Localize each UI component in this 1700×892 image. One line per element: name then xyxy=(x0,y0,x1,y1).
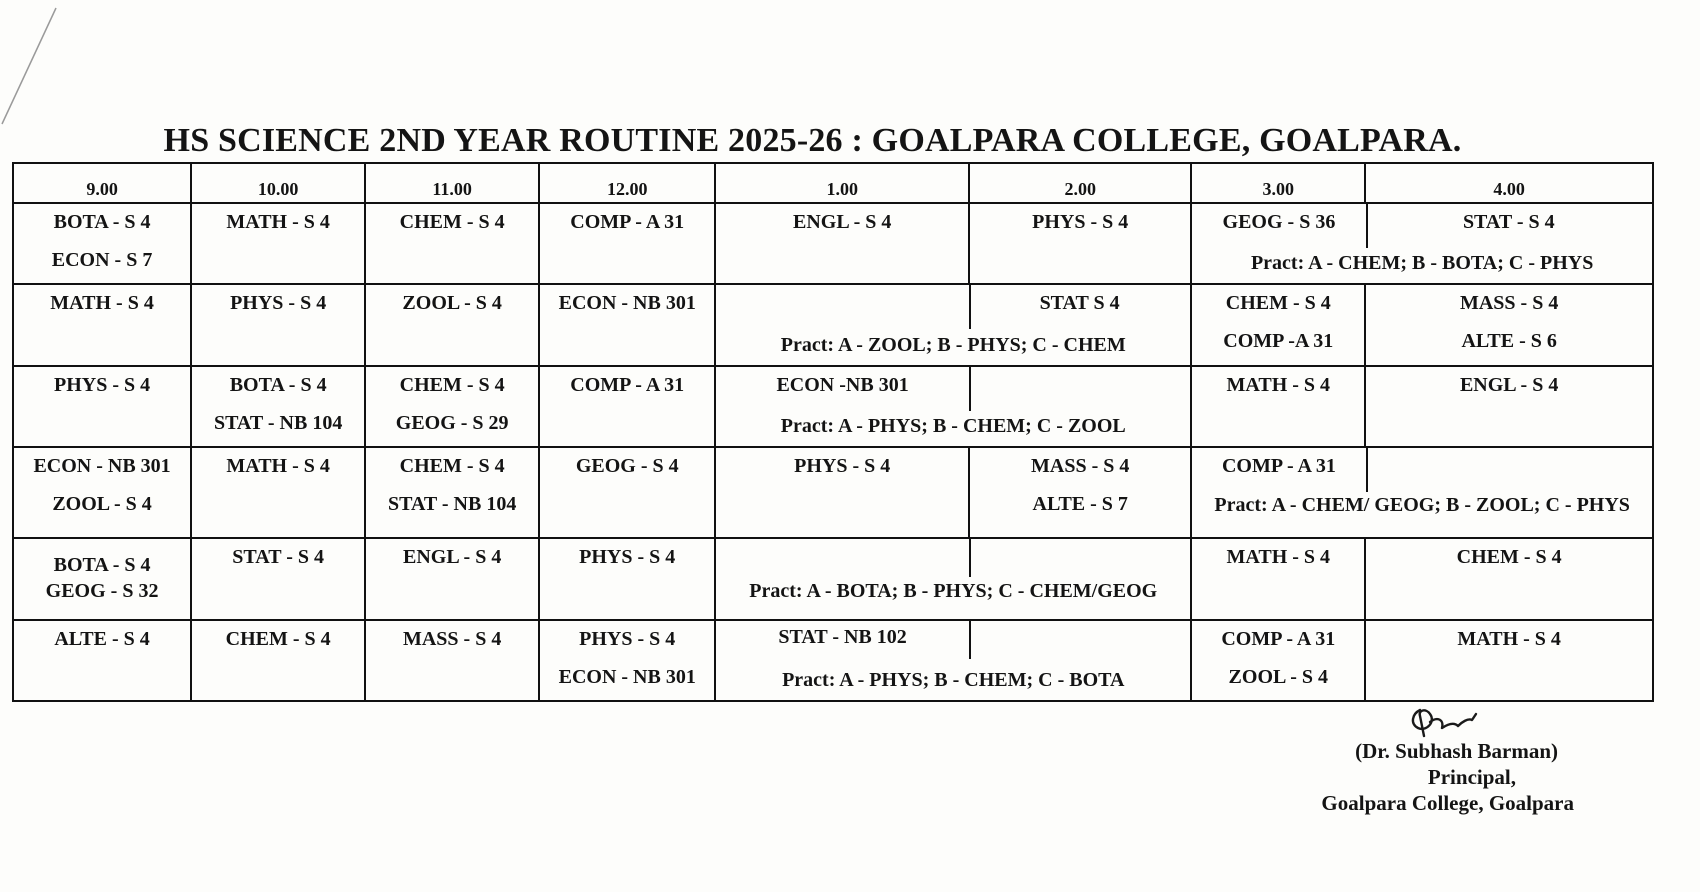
cell-divider xyxy=(969,367,972,411)
cell-300 xyxy=(1191,620,1365,701)
cell-1000 xyxy=(191,203,365,284)
class-entry: STAT - NB 104 xyxy=(387,493,517,516)
class-entry: CHEM - S 4 xyxy=(399,455,505,478)
cell-300 xyxy=(1191,284,1365,365)
cell-divider xyxy=(1366,204,1369,248)
cell-400 xyxy=(1365,620,1653,701)
time-slot-200: 2.00 xyxy=(969,163,1191,203)
cell-1100 xyxy=(365,447,539,538)
cell-200 xyxy=(969,447,1191,538)
cell-1100 xyxy=(365,538,539,619)
class-entry: ECON - NB 301 xyxy=(558,292,696,315)
class-entry: MASS - S 4 xyxy=(1459,292,1559,315)
cell-1100 xyxy=(365,620,539,701)
class-entry: MASS - S 4 xyxy=(402,627,502,650)
signatory-block xyxy=(1270,738,1660,816)
table-row xyxy=(13,447,1653,538)
practical-entry: Pract: A - ZOOL; B - PHYS; C - CHEM xyxy=(780,333,1126,356)
routine-table xyxy=(12,162,1654,702)
class-entry: ECON - S 7 xyxy=(51,249,153,271)
class-entry: BOTA - S 4 xyxy=(229,373,327,396)
time-slot-1000: 10.00 xyxy=(191,163,365,203)
cell-900 xyxy=(13,538,191,619)
class-entry: COMP - A 31 xyxy=(570,373,685,396)
cell-divider xyxy=(969,285,972,329)
cell-1200 xyxy=(539,203,715,284)
class-entry: CHEM - S 4 xyxy=(1225,292,1331,315)
cell-100 xyxy=(715,203,969,284)
practical-entry: Pract: A - PHYS; B - CHEM; C - BOTA xyxy=(782,669,1125,691)
practical-entry: Pract: A - CHEM/ GEOG; B - ZOOL; C - PHYS xyxy=(1214,494,1630,517)
signatory-role: Principal, xyxy=(1427,765,1516,789)
class-entry: COMP - A 31 xyxy=(1221,627,1336,650)
practical-entry: Pract: A - CHEM; B - BOTA; C - PHYS xyxy=(1250,252,1594,275)
cell-900 xyxy=(13,447,191,538)
class-entry: ECON - NB 301 xyxy=(558,665,696,688)
class-entry: CHEM - S 4 xyxy=(399,373,505,396)
cell-300-400-practical xyxy=(1191,203,1653,284)
class-entry: PHYS - S 4 xyxy=(794,455,891,478)
time-slot-400: 4.00 xyxy=(1365,163,1653,203)
class-entry: ENGL - S 4 xyxy=(402,546,502,569)
class-entry: ENGL - S 4 xyxy=(793,211,892,233)
cell-divider xyxy=(969,539,972,577)
document-title: HS SCIENCE 2ND YEAR ROUTINE 2025-26 : GOALPARA COLLEGE, GOALPARA. xyxy=(163,122,1462,159)
class-entry: COMP - A 31 xyxy=(570,211,685,233)
cell-1200 xyxy=(539,366,715,447)
time-slot-1200: 12.00 xyxy=(539,163,715,203)
cell-divider xyxy=(969,621,972,659)
class-entry: MATH - S 4 xyxy=(1226,373,1331,396)
class-entry: GEOG - S 29 xyxy=(395,411,509,434)
cell-300-400-practical xyxy=(1191,447,1653,538)
class-entry: PHYS - S 4 xyxy=(230,292,327,315)
class-entry: ECON -NB 301 xyxy=(776,373,909,396)
class-entry: GEOG - S 4 xyxy=(575,455,679,478)
class-entry: PHYS - S 4 xyxy=(579,546,676,569)
table-row xyxy=(13,203,1653,284)
class-entry: CHEM - S 4 xyxy=(399,211,505,233)
cell-1000 xyxy=(191,284,365,365)
signatory-name: (Dr. Subhash Barman) xyxy=(1355,739,1558,763)
class-entry: ALTE - S 6 xyxy=(1461,330,1557,353)
signatory-institution: Goalpara College, Goalpara xyxy=(1321,791,1574,815)
class-entry: COMP - A 31 xyxy=(1221,455,1336,478)
paper-edge-line xyxy=(0,0,60,130)
cell-1100 xyxy=(365,203,539,284)
cell-1000 xyxy=(191,620,365,701)
time-slot-900: 9.00 xyxy=(13,163,191,203)
time-slot-1100: 11.00 xyxy=(365,163,539,203)
cell-1000 xyxy=(191,538,365,619)
class-entry: GEOG - S 32 xyxy=(45,580,159,603)
class-entry: ALTE - S 7 xyxy=(1032,493,1128,516)
class-entry: COMP -A 31 xyxy=(1223,330,1334,353)
class-entry: ZOOL - S 4 xyxy=(52,493,152,516)
class-entry: MATH - S 4 xyxy=(1457,627,1561,650)
class-entry: GEOG - S 36 xyxy=(1222,211,1336,233)
class-entry: ZOOL - S 4 xyxy=(402,292,502,315)
cell-900 xyxy=(13,366,191,447)
cell-100-200-practical xyxy=(715,284,1191,365)
cell-1200 xyxy=(539,447,715,538)
cell-300 xyxy=(1191,538,1365,619)
class-entry: MATH - S 4 xyxy=(50,292,154,315)
cell-1000 xyxy=(191,447,365,538)
class-entry: MASS - S 4 xyxy=(1031,455,1130,478)
class-entry: MATH - S 4 xyxy=(226,211,330,233)
cell-1200 xyxy=(539,538,715,619)
cell-1100 xyxy=(365,284,539,365)
cell-100-200-practical xyxy=(715,538,1191,619)
time-slot-300: 3.00 xyxy=(1191,163,1365,203)
cell-divider xyxy=(1366,448,1369,492)
cell-400 xyxy=(1365,366,1653,447)
table-row xyxy=(13,620,1653,701)
time-header-row xyxy=(13,163,1653,203)
class-entry: CHEM - S 4 xyxy=(1456,546,1562,569)
cell-1000 xyxy=(191,366,365,447)
cell-1100 xyxy=(365,366,539,447)
class-entry: STAT S 4 xyxy=(1039,292,1120,315)
practical-entry: Pract: A - BOTA; B - PHYS; C - CHEM/GEOG xyxy=(749,579,1158,602)
class-entry: PHYS - S 4 xyxy=(1032,211,1129,233)
cell-200 xyxy=(969,203,1191,284)
table-row xyxy=(13,366,1653,447)
class-entry: STAT - NB 104 xyxy=(213,411,343,434)
cell-100-200-practical xyxy=(715,620,1191,701)
practical-entry: Pract: A - PHYS; B - CHEM; C - ZOOL xyxy=(780,415,1126,438)
cell-900 xyxy=(13,620,191,701)
class-entry: ECON - NB 301 xyxy=(33,455,171,478)
cell-400 xyxy=(1365,284,1653,365)
class-entry: BOTA - S 4 xyxy=(53,211,151,233)
cell-300 xyxy=(1191,366,1365,447)
class-entry: BOTA - S 4 xyxy=(53,554,151,577)
table-row xyxy=(13,538,1653,619)
class-entry: ZOOL - S 4 xyxy=(1228,665,1329,688)
cell-900 xyxy=(13,284,191,365)
cell-1200 xyxy=(539,620,715,701)
class-entry: MATH - S 4 xyxy=(1226,546,1331,569)
time-slot-100: 1.00 xyxy=(715,163,969,203)
class-entry: ALTE - S 4 xyxy=(54,627,150,650)
class-entry: STAT - NB 102 xyxy=(778,625,907,648)
class-entry: STAT - S 4 xyxy=(1462,211,1555,233)
class-entry: MATH - S 4 xyxy=(226,455,330,478)
class-entry: PHYS - S 4 xyxy=(579,627,676,650)
class-entry: ENGL - S 4 xyxy=(1459,373,1559,396)
class-entry: CHEM - S 4 xyxy=(225,627,331,650)
cell-1200 xyxy=(539,284,715,365)
table-row xyxy=(13,284,1653,365)
cell-900 xyxy=(13,203,191,284)
class-entry: STAT - S 4 xyxy=(232,546,324,569)
cell-100-200-practical xyxy=(715,366,1191,447)
cell-100 xyxy=(715,447,969,538)
class-entry: PHYS - S 4 xyxy=(54,373,151,396)
cell-400 xyxy=(1365,538,1653,619)
